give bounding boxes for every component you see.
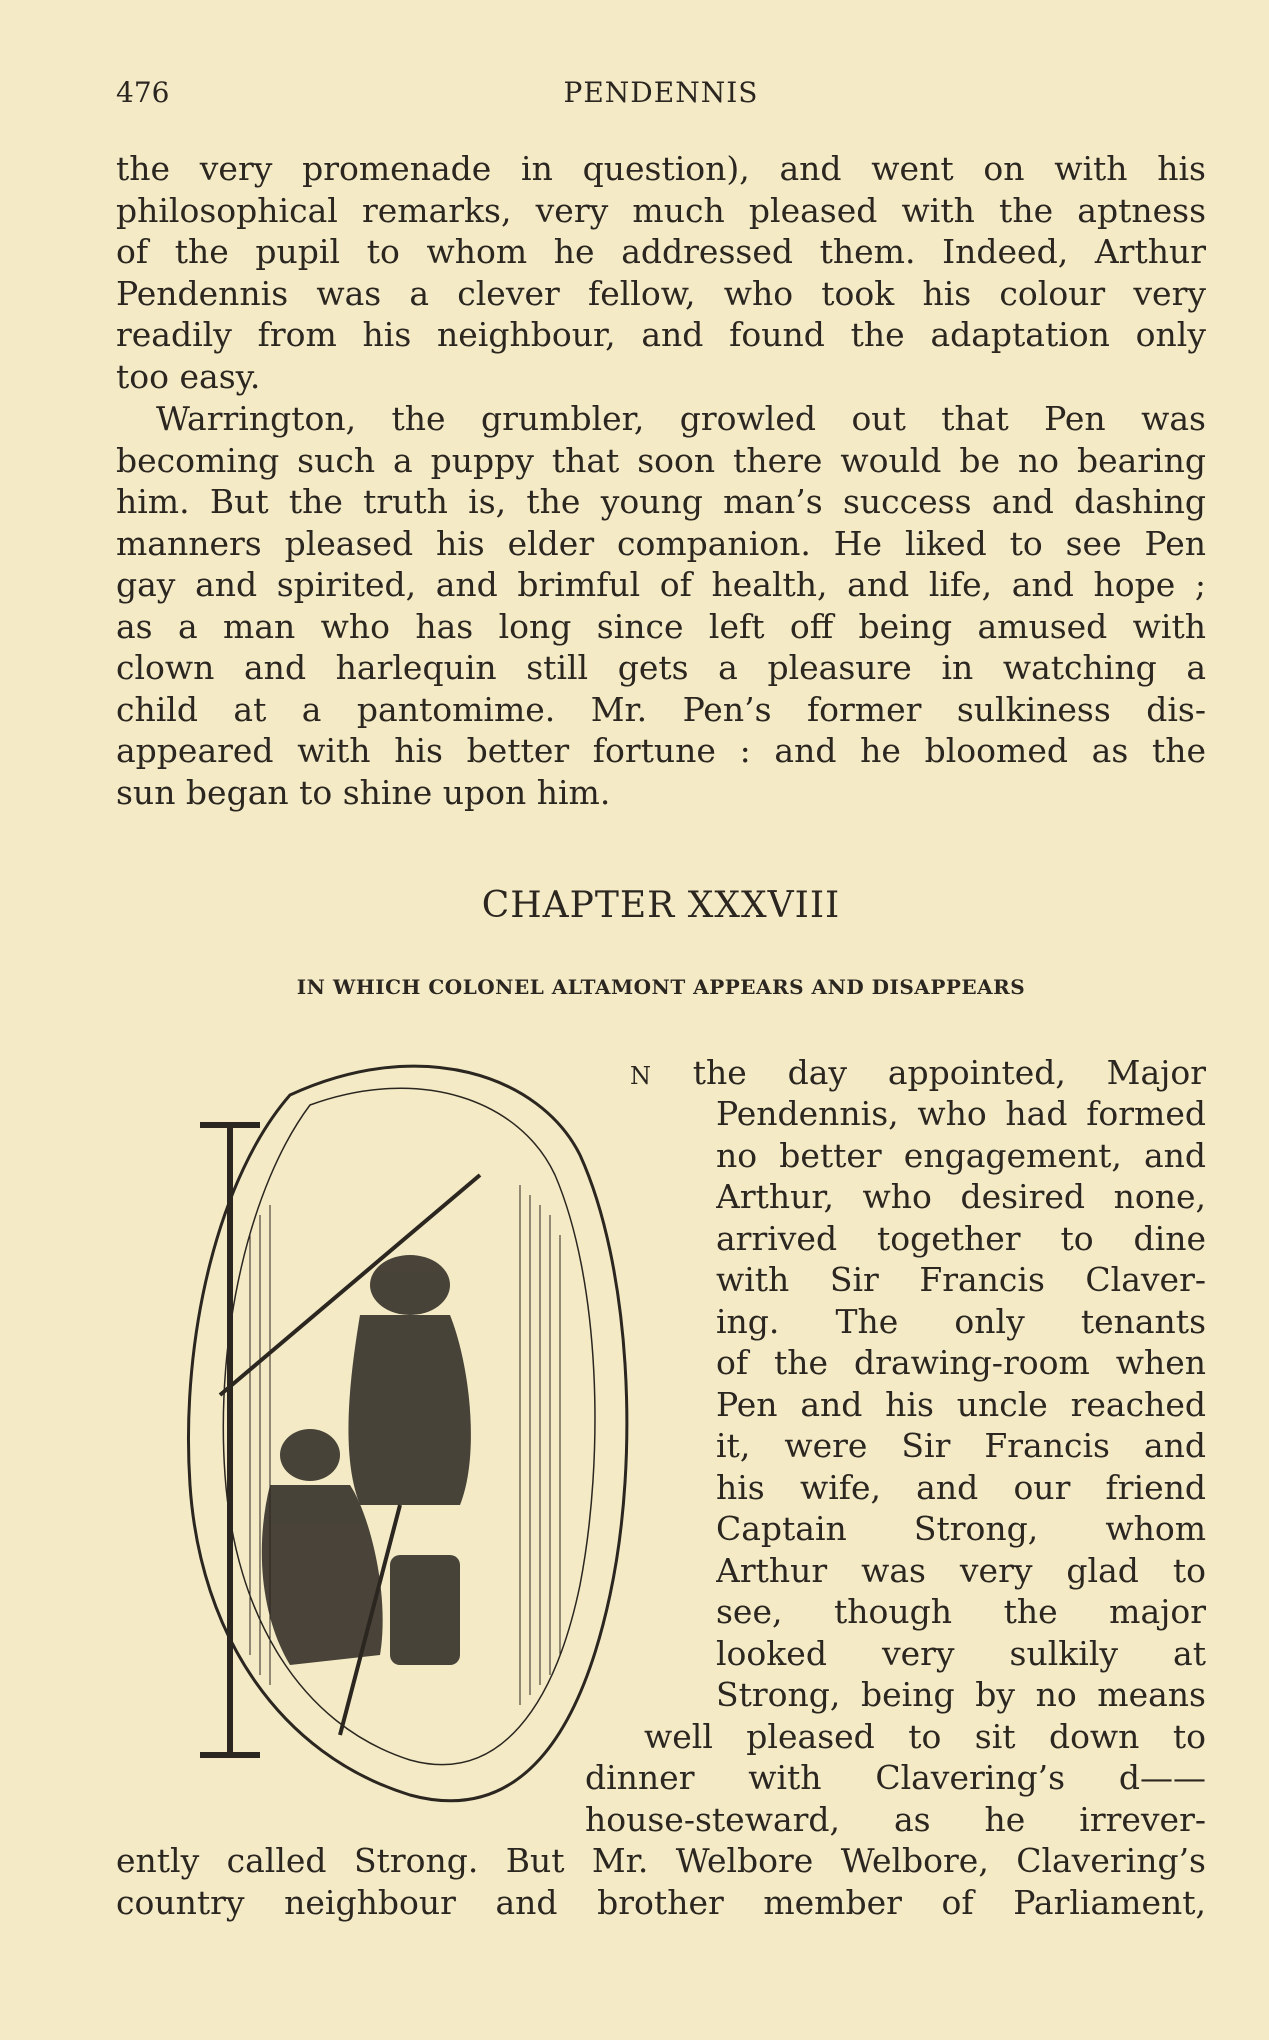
text-line: see, though the major: [716, 1592, 1206, 1631]
text-line: the very promenade in question), and went on with his: [116, 149, 1206, 188]
text-line: readily from his neighbour, and found the adaptation only: [116, 315, 1206, 354]
text-line: Captain Strong, whom: [716, 1509, 1206, 1548]
paragraph-1: [116, 148, 1206, 397]
first-line-text: the day appointed, Major: [692, 1053, 1206, 1092]
text-line: Warrington, the grumbler, growled out that Pen was: [156, 399, 1206, 438]
text-line: of the pupil to whom he addressed them. Indeed, Arthur: [116, 232, 1206, 271]
text-line: dinner with Clavering’s d——: [585, 1758, 1206, 1797]
text-line: sun began to shine upon him.: [116, 772, 611, 812]
text-line: looked very sulkily at: [716, 1634, 1206, 1673]
text-line: as a man who has long since left off being amused with: [116, 606, 1206, 646]
text-line: it, were Sir Francis and: [716, 1426, 1206, 1465]
running-head: [116, 76, 1206, 116]
text-line: clown and harlequin still gets a pleasure in watching a: [116, 648, 1206, 687]
text-line: ently called Strong. But Mr. Welbore Welbore, Clavering’s: [116, 1841, 1206, 1880]
text-line: with Sir Francis Claver-: [716, 1260, 1206, 1299]
text-line: house-steward, as he irrever-: [585, 1800, 1206, 1839]
text-line: becoming such a puppy that soon there would be no bearing: [116, 440, 1206, 480]
text-line: Pendennis, who had formed: [716, 1094, 1206, 1133]
running-title: PENDENNIS: [563, 76, 759, 109]
text-line: country neighbour and brother member of Parliament,: [116, 1883, 1206, 1922]
text-line: philosophical remarks, very much pleased with the aptness: [116, 190, 1206, 230]
dropcap-continuation: N: [630, 1062, 652, 1090]
text-line: his wife, and our friend: [716, 1468, 1206, 1507]
page-number: 476: [116, 76, 170, 109]
text-line: child at a pantomime. Mr. Pen’s former sulkiness dis-: [116, 689, 1206, 729]
text-line: well pleased to sit down to: [644, 1717, 1206, 1756]
text-line: Strong, being by no means: [716, 1675, 1206, 1714]
text-line: ing. The only tenants: [716, 1302, 1206, 1341]
paragraph-2: [116, 398, 1206, 813]
text-line: Arthur, who desired none,: [716, 1177, 1206, 1216]
text-line: manners pleased his elder companion. He liked to see Pen: [116, 523, 1206, 563]
text-line: no better engagement, and: [716, 1136, 1206, 1175]
text-line: of the drawing-room when: [716, 1343, 1206, 1382]
text-line: [630, 1052, 1206, 1094]
text-line: appeared with his better fortune : and he bloomed as the: [116, 731, 1206, 770]
text-line: arrived together to dine: [716, 1219, 1206, 1258]
text-line: too easy.: [116, 356, 261, 396]
text-line: Arthur was very glad to: [716, 1551, 1206, 1590]
engraving-initial-i-illustration: [160, 1035, 680, 1815]
text-line: gay and spirited, and brimful of health, and life, and hope ;: [116, 565, 1206, 604]
chapter-subtitle: IN WHICH COLONEL ALTAMONT APPEARS AND DISAPPEARS: [296, 975, 1026, 999]
text-line: Pendennis was a clever fellow, who took his colour very: [116, 273, 1206, 313]
text-line: him. But the truth is, the young man’s success and dashing: [116, 482, 1206, 521]
chapter-heading: CHAPTER XXXVIII: [481, 885, 841, 926]
text-line: Pen and his uncle reached: [716, 1385, 1206, 1424]
